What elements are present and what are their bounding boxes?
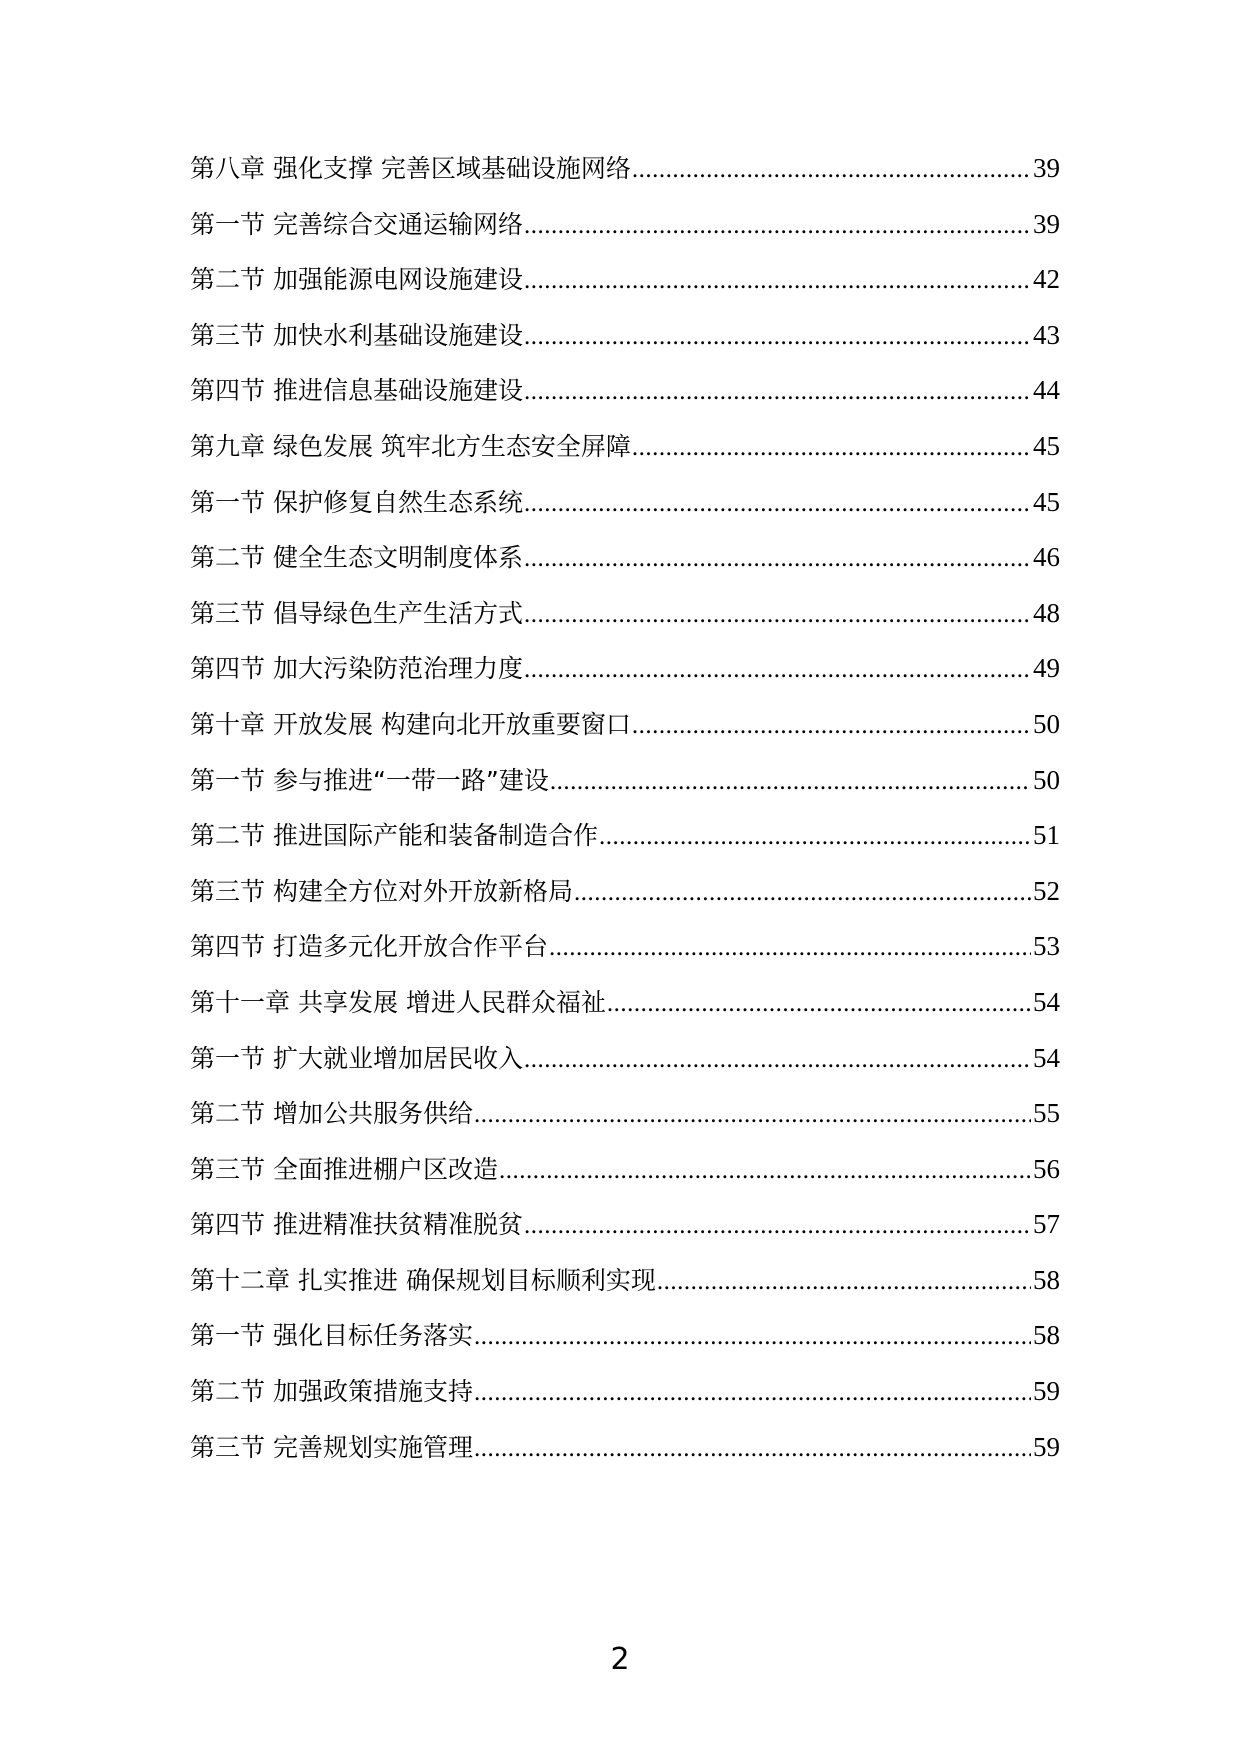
- toc-entry-page: 45: [1033, 430, 1060, 461]
- toc-entry-title: 第四节 推进信息基础设施建设: [190, 376, 523, 406]
- toc-entry-page: 49: [1033, 653, 1060, 684]
- toc-entry-title: 第三节 构建全方位对外开放新格局: [190, 876, 573, 906]
- toc-entry[interactable]: [190, 1317, 1060, 1373]
- toc-entry-title: 第一节 完善综合交通运输网络: [190, 209, 523, 239]
- toc-entry-page: 43: [1033, 319, 1060, 350]
- toc-entry-page: 59: [1033, 1431, 1060, 1462]
- toc-dot-leader: [524, 597, 1031, 633]
- toc-entry-page: 39: [1033, 208, 1060, 239]
- table-of-contents: [190, 150, 1060, 1484]
- toc-dot-leader: [657, 1264, 1031, 1300]
- toc-entry-title: 第三节 倡导绿色生产生活方式: [190, 598, 523, 628]
- toc-entry[interactable]: [190, 817, 1060, 873]
- toc-entry[interactable]: [190, 595, 1060, 651]
- toc-entry-title: 第一节 强化目标任务落实: [190, 1321, 473, 1351]
- toc-dot-leader: [524, 263, 1031, 299]
- toc-dot-leader: [599, 819, 1031, 855]
- toc-dot-leader: [474, 1375, 1031, 1411]
- toc-entry-title: 第二节 加强政策措施支持: [190, 1377, 473, 1407]
- toc-entry-title: 第二节 健全生态文明制度体系: [190, 543, 523, 573]
- toc-entry-title: 第三节 全面推进棚户区改造: [190, 1154, 498, 1184]
- toc-entry-title: 第三节 加快水利基础设施建设: [190, 320, 523, 350]
- toc-entry-page: 39: [1033, 153, 1060, 183]
- toc-dot-leader: [524, 319, 1031, 355]
- toc-dot-leader: [499, 1153, 1031, 1189]
- toc-entry-page: 58: [1033, 1264, 1060, 1295]
- toc-entry-title: 第四节 打造多元化开放合作平台: [190, 932, 548, 962]
- toc-entry-page: 48: [1033, 597, 1060, 628]
- toc-entry-title: 第一节 扩大就业增加居民收入: [190, 1043, 523, 1073]
- toc-entry-title: 第二节 增加公共服务供给: [190, 1099, 473, 1129]
- toc-entry-page: 45: [1033, 486, 1060, 517]
- toc-entry-page: 56: [1033, 1153, 1060, 1184]
- toc-dot-leader: [549, 930, 1031, 966]
- toc-entry-page: 54: [1033, 986, 1060, 1017]
- toc-entry[interactable]: [190, 1206, 1060, 1262]
- toc-entry-title: 第十二章 扎实推进 确保规划目标顺利实现: [190, 1265, 656, 1295]
- toc-entry-page: 50: [1033, 708, 1060, 739]
- toc-entry-page: 55: [1033, 1098, 1060, 1129]
- toc-entry-title: 第四节 推进精准扶贫精准脱贫: [190, 1210, 523, 1240]
- toc-dot-leader: [474, 1319, 1031, 1355]
- toc-entry-page: 44: [1033, 375, 1060, 406]
- toc-entry-page: 57: [1033, 1209, 1060, 1240]
- toc-entry-title: 第一节 参与推进“一带一路”建设: [190, 765, 549, 795]
- toc-dot-leader: [574, 875, 1031, 911]
- toc-entry-page: 50: [1033, 764, 1060, 795]
- toc-entry[interactable]: [190, 428, 1060, 484]
- toc-entry[interactable]: [190, 928, 1060, 984]
- toc-entry-page: 46: [1033, 542, 1060, 573]
- toc-entry-title: 第二节 加强能源电网设施建设: [190, 265, 523, 295]
- toc-entry-title: 第十章 开放发展 构建向北开放重要窗口: [190, 709, 631, 739]
- toc-entry-title: 第八章 强化支撑 完善区域基础设施网络: [190, 154, 631, 183]
- toc-entry[interactable]: [190, 206, 1060, 262]
- toc-entry-title: 第一节 保护修复自然生态系统: [190, 487, 523, 517]
- toc-entry-title: 第十一章 共享发展 增进人民群众福祉: [190, 987, 606, 1017]
- toc-entry-title: 第四节 加大污染防范治理力度: [190, 654, 523, 684]
- toc-entry[interactable]: [190, 1095, 1060, 1151]
- toc-entry[interactable]: [190, 372, 1060, 428]
- toc-entry[interactable]: [190, 539, 1060, 595]
- toc-entry[interactable]: [190, 1262, 1060, 1318]
- toc-entry[interactable]: [190, 762, 1060, 818]
- toc-entry-title: 第二节 推进国际产能和装备制造合作: [190, 821, 598, 851]
- toc-dot-leader: [524, 652, 1031, 688]
- toc-dot-leader: [474, 1431, 1031, 1467]
- toc-entry[interactable]: [190, 650, 1060, 706]
- toc-entry[interactable]: [190, 1151, 1060, 1207]
- toc-dot-leader: [524, 374, 1031, 410]
- toc-dot-leader: [524, 208, 1031, 244]
- toc-entry-page: 42: [1033, 264, 1060, 295]
- toc-entry[interactable]: [190, 484, 1060, 540]
- toc-entry-page: 58: [1033, 1320, 1060, 1351]
- toc-dot-leader: [607, 986, 1031, 1022]
- toc-entry[interactable]: [190, 984, 1060, 1040]
- toc-entry[interactable]: [190, 873, 1060, 929]
- toc-dot-leader: [474, 1097, 1031, 1133]
- toc-entry[interactable]: [190, 1040, 1060, 1096]
- toc-entry-title: 第九章 绿色发展 筑牢北方生态安全屏障: [190, 431, 631, 461]
- toc-entry-page: 53: [1033, 931, 1060, 962]
- toc-entry[interactable]: [190, 261, 1060, 317]
- toc-dot-leader: [632, 708, 1031, 744]
- toc-dot-leader: [524, 1042, 1031, 1078]
- toc-dot-leader: [524, 486, 1031, 522]
- page-number: 2: [610, 1642, 630, 1677]
- toc-entry[interactable]: [190, 317, 1060, 373]
- toc-entry[interactable]: [190, 1373, 1060, 1429]
- toc-dot-leader: [524, 541, 1031, 577]
- toc-entry[interactable]: [190, 706, 1060, 762]
- toc-dot-leader: [632, 152, 1031, 188]
- toc-entry[interactable]: [190, 150, 1060, 206]
- toc-entry-page: 52: [1033, 875, 1060, 906]
- toc-entry-page: 51: [1033, 820, 1060, 851]
- toc-entry-page: 59: [1033, 1376, 1060, 1407]
- toc-dot-leader: [524, 1208, 1031, 1244]
- toc-entry-page: 54: [1033, 1042, 1060, 1073]
- toc-entry-title: 第三节 完善规划实施管理: [190, 1432, 473, 1462]
- toc-dot-leader: [550, 764, 1031, 800]
- toc-entry[interactable]: [190, 1429, 1060, 1485]
- toc-dot-leader: [632, 430, 1031, 466]
